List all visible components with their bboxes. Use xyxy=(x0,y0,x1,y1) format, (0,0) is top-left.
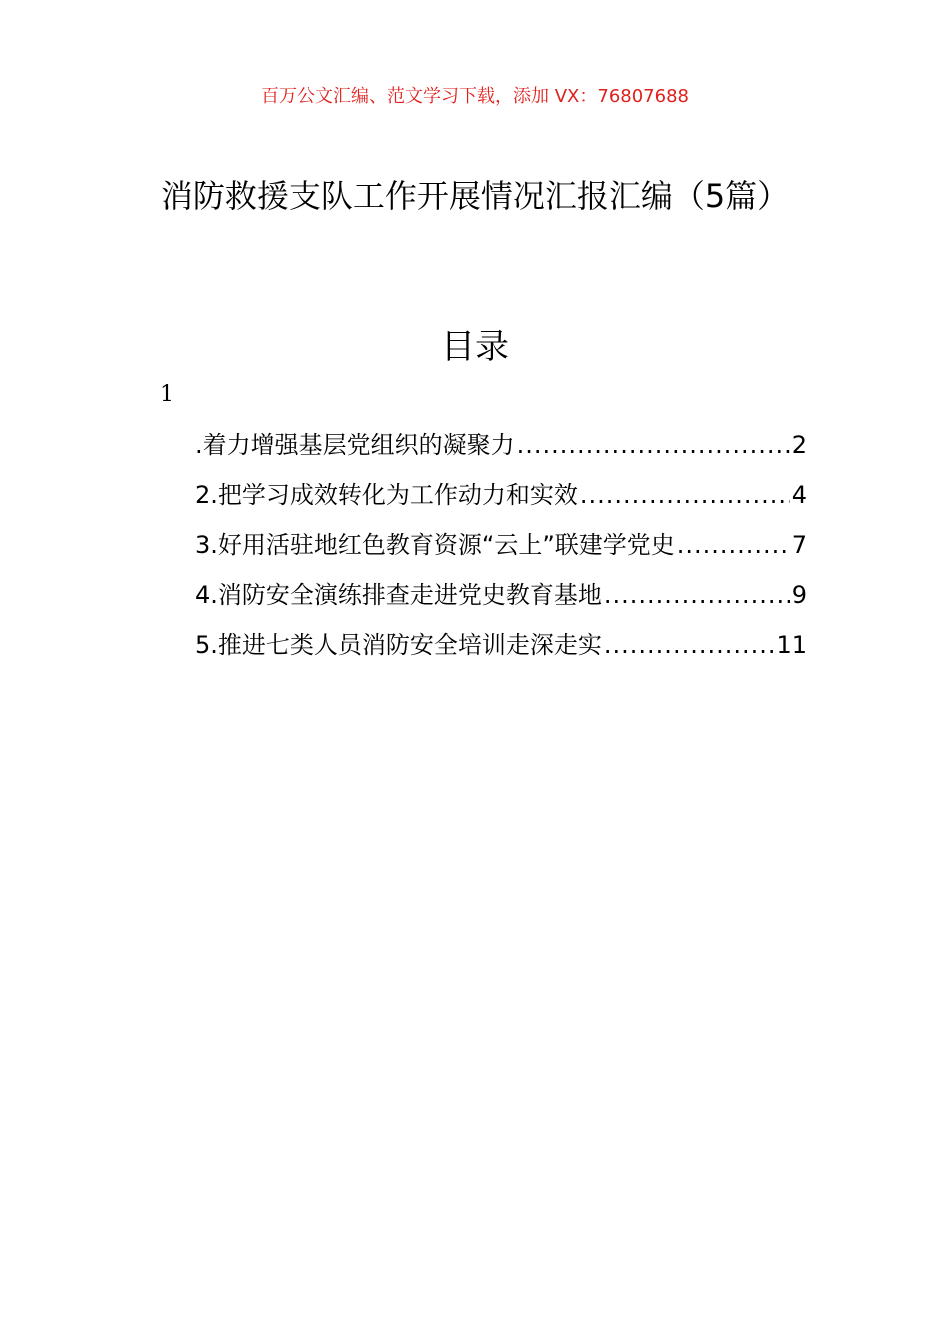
toc-dot-leader xyxy=(677,525,790,565)
toc-entry-title: 2.把学习成效转化为工作动力和实效 xyxy=(195,481,578,509)
toc-page-number: 11 xyxy=(776,631,807,659)
toc-entry-5[interactable] xyxy=(195,625,807,675)
toc-entry-title: 5.推进七类人员消防安全培训走深走实 xyxy=(195,631,602,659)
toc-lone-number: 1 xyxy=(160,382,174,407)
toc-dot-leader xyxy=(580,475,790,515)
document-title: 消防救援支队工作开展情况汇报汇编（5篇） xyxy=(160,177,790,215)
toc-entry-title: .着力增强基层党组织的凝聚力 xyxy=(195,431,515,459)
toc-entry-2[interactable] xyxy=(195,475,807,525)
table-of-contents xyxy=(195,425,807,675)
toc-entry-title: 3.好用活驻地红色教育资源“云上”联建学党史 xyxy=(195,531,675,559)
toc-page-number: 7 xyxy=(791,531,807,559)
toc-entry-title: 4.消防安全演练排查走进党史教育基地 xyxy=(195,581,602,609)
toc-dot-leader xyxy=(604,625,775,665)
toc-entry-1[interactable] xyxy=(195,425,807,475)
toc-dot-leader xyxy=(604,575,790,615)
toc-page-number: 9 xyxy=(791,581,807,609)
toc-heading: 目录 xyxy=(441,327,509,367)
toc-entry-4[interactable] xyxy=(195,575,807,625)
toc-entry-3[interactable] xyxy=(195,525,807,575)
toc-dot-leader xyxy=(517,425,790,465)
toc-page-number: 2 xyxy=(791,431,807,459)
toc-page-number: 4 xyxy=(791,481,807,509)
header-note: 百万公文汇编、范文学习下载，添加 VX：76807688 xyxy=(261,86,689,107)
